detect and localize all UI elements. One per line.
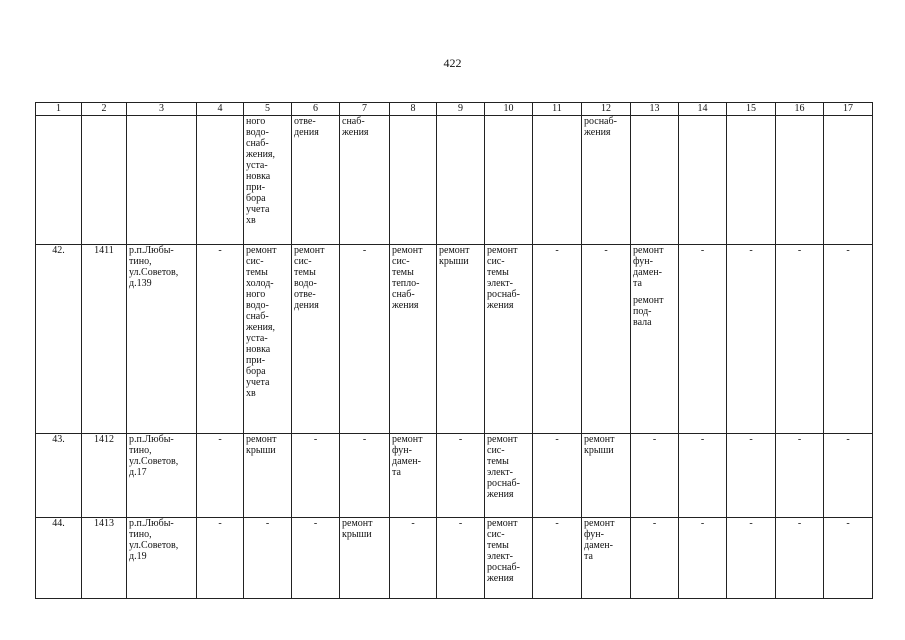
column-number: 16 [776, 103, 824, 116]
cell-text: снаб- жения [342, 116, 369, 138]
cell-text: - [700, 245, 705, 256]
table-cell [679, 434, 727, 518]
table-cell [244, 518, 292, 599]
table-row [36, 434, 873, 518]
table-cell [197, 245, 244, 434]
table-cell [631, 116, 679, 245]
cell-text: - [265, 518, 270, 529]
column-number: 4 [197, 103, 244, 116]
cell-text: - [555, 434, 559, 445]
cell-text: - [700, 434, 705, 445]
table-cell [82, 245, 127, 434]
table-cell [824, 116, 873, 245]
table-cell [197, 518, 244, 599]
column-number: 10 [485, 103, 533, 116]
column-number: 3 [127, 103, 197, 116]
table-cell [727, 245, 776, 434]
column-number: 11 [533, 103, 582, 116]
cell-text: ремонт крыши [584, 434, 615, 456]
table-cell [824, 245, 873, 434]
cell-text: ремонт сис- темы холод- ного водо- снаб- жения, уста- новка при- бора учета хв [246, 245, 277, 399]
table-cell [244, 245, 292, 434]
cell-text: - [411, 518, 415, 529]
cell-text: - [458, 518, 463, 529]
column-number: 14 [679, 103, 727, 116]
cell-text: - [218, 434, 222, 445]
cell-text: - [555, 245, 559, 256]
table-cell [127, 434, 197, 518]
table-cell [727, 434, 776, 518]
table-cell [292, 116, 340, 245]
cell-text: р.п.Любы- тино, ул.Советов, д.139 [129, 245, 179, 289]
table-body [36, 116, 873, 599]
table-cell [437, 518, 485, 599]
cell-text: ремонт сис- темы элект- роснаб- жения [487, 245, 520, 311]
table-cell [485, 434, 533, 518]
cell-text: ремонт крыши [342, 518, 373, 540]
table-cell [437, 116, 485, 245]
table-cell [292, 434, 340, 518]
table-cell [244, 116, 292, 245]
table-cell [485, 245, 533, 434]
cell-text: ремонт под- вала [633, 295, 664, 328]
cell-text: ремонт сис- темы водо- отве- дения [294, 245, 325, 311]
column-number: 1 [36, 103, 82, 116]
column-number: 7 [340, 103, 390, 116]
table-cell [197, 434, 244, 518]
table-cell [390, 245, 437, 434]
column-number: 6 [292, 103, 340, 116]
table-cell [631, 434, 679, 518]
cell-text: р.п.Любы- тино, ул.Советов, д.17 [129, 434, 179, 478]
table-cell [36, 518, 82, 599]
table-cell [437, 245, 485, 434]
table-cell [127, 245, 197, 434]
cell-text: - [797, 245, 802, 256]
works-table [35, 102, 873, 599]
table-cell [679, 116, 727, 245]
table-cell [776, 245, 824, 434]
cell-text: р.п.Любы- тино, ул.Советов, д.19 [129, 518, 179, 562]
cell-text: - [604, 245, 608, 256]
cell-text: - [362, 245, 367, 256]
cell-text: - [218, 518, 222, 529]
table-cell [485, 116, 533, 245]
table-cell [824, 518, 873, 599]
cell-text: - [652, 518, 657, 529]
cell-text: ремонт сис- темы тепло- снаб- жения [392, 245, 423, 311]
cell-text: - [846, 434, 850, 445]
table-cell [340, 245, 390, 434]
column-number: 8 [390, 103, 437, 116]
cell-text: - [458, 434, 463, 445]
table-cell [390, 518, 437, 599]
table-cell [582, 245, 631, 434]
table-cell [582, 434, 631, 518]
cell-text: - [749, 518, 753, 529]
cell-text: ремонт крыши [439, 245, 470, 267]
table-cell [582, 116, 631, 245]
table-cell [390, 434, 437, 518]
table-cell [776, 518, 824, 599]
cell-text: - [362, 434, 367, 445]
table-cell [533, 434, 582, 518]
cell-text: - [218, 245, 222, 256]
cell-text: ремонт фун- дамен- та [584, 518, 615, 562]
cell-text: ремонт фун- дамен- та [392, 434, 423, 478]
cell-text: - [797, 518, 802, 529]
column-number: 12 [582, 103, 631, 116]
cell-text: 1411 [94, 245, 114, 256]
table-row [36, 245, 873, 434]
cell-text: 1412 [94, 434, 114, 445]
table-cell [631, 245, 679, 434]
table-cell [244, 434, 292, 518]
cell-text: - [700, 518, 705, 529]
table-cell [533, 518, 582, 599]
table-cell [390, 116, 437, 245]
table-cell [533, 116, 582, 245]
table-cell [340, 434, 390, 518]
cell-text: - [846, 518, 850, 529]
table-cell [533, 245, 582, 434]
table-cell [776, 434, 824, 518]
table-cell [292, 518, 340, 599]
table-cell [340, 116, 390, 245]
table-row-continued [36, 116, 873, 245]
cell-text: - [846, 245, 850, 256]
cell-text: роснаб- жения [584, 116, 617, 138]
table-cell [127, 518, 197, 599]
column-number-row [36, 103, 873, 116]
cell-text: 44. [52, 518, 65, 529]
column-number: 13 [631, 103, 679, 116]
cell-text: ремонт сис- темы элект- роснаб- жения [487, 434, 520, 500]
table-cell [82, 434, 127, 518]
column-number: 15 [727, 103, 776, 116]
table-cell [824, 434, 873, 518]
table-cell [727, 116, 776, 245]
column-number: 2 [82, 103, 127, 116]
cell-text: - [313, 434, 318, 445]
column-number: 5 [244, 103, 292, 116]
table-cell [340, 518, 390, 599]
table-cell [127, 116, 197, 245]
table-cell [36, 116, 82, 245]
table-cell [776, 116, 824, 245]
table-cell [36, 434, 82, 518]
cell-text: ремонт фун- дамен- та [633, 245, 664, 289]
cell-text: - [749, 245, 753, 256]
table-cell [582, 518, 631, 599]
table-cell [679, 245, 727, 434]
cell-text: - [797, 434, 802, 445]
table-cell [679, 518, 727, 599]
cell-text: 1413 [94, 518, 114, 529]
table-cell [727, 518, 776, 599]
column-number: 17 [824, 103, 873, 116]
table-cell [485, 518, 533, 599]
cell-text: - [749, 434, 753, 445]
table-cell [292, 245, 340, 434]
cell-text: 43. [52, 434, 65, 445]
table-cell [82, 116, 127, 245]
table-cell [437, 434, 485, 518]
cell-text: - [652, 434, 657, 445]
table-cell [197, 116, 244, 245]
cell-text: - [313, 518, 318, 529]
page-number: 422 [443, 56, 462, 70]
cell-text: 42. [52, 245, 65, 256]
cell-text: ремонт крыши [246, 434, 277, 456]
column-number: 9 [437, 103, 485, 116]
table-row [36, 518, 873, 599]
table-cell [631, 518, 679, 599]
cell-text: отве- дения [294, 116, 319, 138]
table-cell [82, 518, 127, 599]
cell-text: - [555, 518, 559, 529]
cell-text: ремонт сис- темы элект- роснаб- жения [487, 518, 520, 584]
cell-text: ного водо- снаб- жения, уста- новка при- бора учета хв [246, 116, 276, 226]
table-cell [36, 245, 82, 434]
